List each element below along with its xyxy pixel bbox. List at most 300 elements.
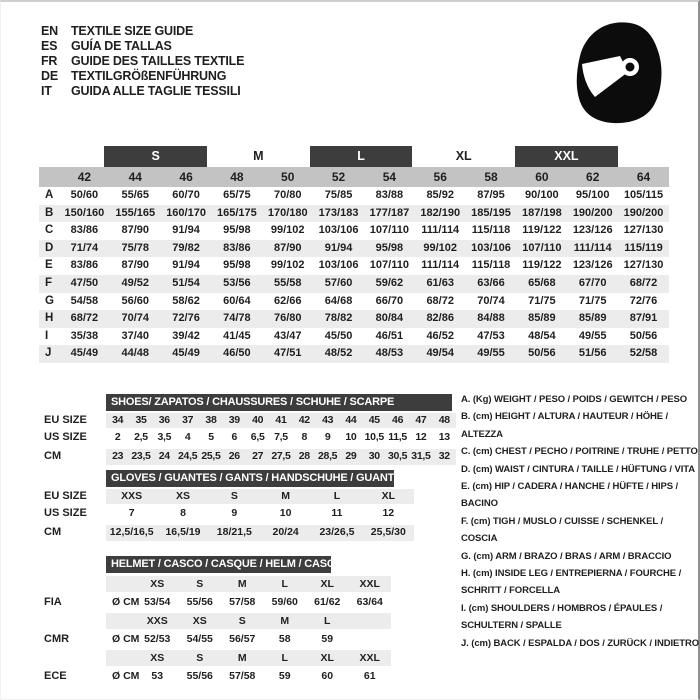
- size-value: 71/74: [70, 241, 99, 254]
- language-list: [41, 23, 244, 98]
- shoes-rows: [44, 413, 456, 465]
- shoes-value: 8: [301, 430, 308, 443]
- gloves-value: 12: [382, 506, 395, 519]
- size-value: 58/62: [172, 294, 200, 307]
- helmet-size-value: 54/55: [186, 633, 213, 645]
- size-value: 70/80: [273, 189, 302, 201]
- size-value: 35/38: [70, 329, 99, 342]
- size-value: 68/72: [70, 312, 99, 325]
- size-value: 111/114: [573, 241, 612, 254]
- shoes-value: 6: [231, 430, 238, 443]
- size-value-rows: [39, 187, 669, 363]
- shoes-value: 30,5: [387, 450, 408, 462]
- size-column-50: 50: [281, 170, 295, 184]
- legend-item-i: I. (cm) SHOULDERS / HOMBROS / ÉPAULES / SCHULTERN / SPALLE: [461, 602, 663, 632]
- size-value: 103/106: [318, 224, 359, 237]
- size-value: 65/68: [528, 276, 556, 289]
- size-value: 57/60: [324, 276, 353, 289]
- shoes-value: 44: [345, 413, 357, 426]
- gloves-value: 8: [180, 506, 186, 519]
- helmet-title-bar: HELMET / CASCO / CASQUE / HELM / CASCO: [106, 556, 331, 573]
- size-value: 67/70: [578, 276, 607, 289]
- legend-item-h: H. (cm) INSIDE LEG / ENTREPIERNA / FOURCHE / SCHRITT / FORCELLA: [461, 568, 682, 597]
- helmet-size-value: 58: [278, 633, 291, 645]
- shoes-value: 37: [182, 413, 194, 426]
- measurement-row-f: [39, 275, 669, 293]
- size-value: 76/80: [273, 312, 302, 325]
- size-value: 99/102: [270, 224, 305, 237]
- shoes-value: 7,5: [274, 430, 288, 443]
- shoes-value: 34: [112, 413, 124, 426]
- shoes-title-bar: SHOES/ ZAPATOS / CHAUSSURES / SCHUHE / SCARPE: [106, 394, 452, 411]
- shoes-value: 12: [415, 430, 427, 443]
- size-value: 185/195: [471, 206, 511, 219]
- size-value: 49/55: [477, 347, 505, 360]
- size-value: 103/106: [318, 259, 359, 272]
- size-value: 78/82: [324, 312, 353, 325]
- size-value: 87/95: [477, 189, 505, 201]
- helmet-size-label: S: [196, 577, 204, 590]
- measurement-row-j: [39, 345, 669, 363]
- size-value: 46/50: [223, 347, 251, 360]
- size-column-44: 44: [128, 170, 142, 184]
- size-value: 160/170: [166, 206, 206, 219]
- measurement-row-a: [39, 187, 669, 205]
- gloves-value: 16,5/19: [165, 526, 201, 538]
- row-letter: I: [45, 329, 49, 342]
- helmet-values-cmr: [44, 631, 391, 647]
- size-value: 111/114: [421, 224, 460, 237]
- shoes-label-eu-size: EU SIZE: [44, 413, 87, 426]
- size-value: 52/58: [629, 347, 658, 360]
- size-value: 123/126: [572, 259, 613, 272]
- size-value: 68/72: [629, 276, 658, 289]
- size-value: 165/175: [217, 206, 257, 219]
- language-code-en: EN: [41, 23, 58, 38]
- size-value: 99/102: [423, 241, 458, 254]
- size-value: 84/88: [477, 312, 505, 325]
- legend-item-g: G. (cm) ARM / BRAZO / BRAS / ARM / BRACCIO: [461, 550, 672, 562]
- shoes-value: 3,5: [157, 430, 172, 443]
- size-value: 85/89: [578, 312, 607, 325]
- language-row: [41, 68, 244, 83]
- size-column-56: 56: [433, 170, 447, 184]
- gloves-value: S: [230, 489, 238, 502]
- helmet-size-label: M: [237, 577, 247, 590]
- size-value: 182/190: [420, 206, 461, 219]
- size-value: 155/165: [115, 206, 156, 219]
- size-value: 90/100: [525, 189, 559, 201]
- diameter-unit: Ø CM: [112, 670, 140, 682]
- helmet-size-label: XL: [320, 651, 334, 664]
- shoes-value: 38: [205, 413, 217, 426]
- language-code-es: ES: [41, 38, 58, 53]
- shoes-value: 30: [368, 450, 380, 462]
- helmet-size-value: 59/60: [271, 596, 298, 608]
- gloves-label-eu-size: EU SIZE: [44, 489, 87, 502]
- size-value: 119/122: [522, 259, 562, 272]
- size-value: 62/66: [273, 294, 302, 307]
- language-title-fr: GUIDE DES TAILLES TEXTILE: [71, 53, 245, 68]
- shoes-value: 32: [438, 450, 450, 462]
- size-value: 95/98: [223, 224, 251, 237]
- shoes-section: [44, 394, 456, 465]
- size-column-64: 64: [636, 170, 651, 184]
- size-value: 91/94: [172, 224, 200, 237]
- size-value: 107/110: [369, 224, 409, 237]
- size-value: 177/187: [369, 206, 410, 219]
- shoes-value: 36: [158, 413, 170, 426]
- size-value: 45/50: [324, 329, 353, 342]
- gloves-value: XL: [381, 489, 396, 502]
- shoes-value: 41: [275, 413, 287, 426]
- size-column-54: 54: [382, 170, 397, 184]
- shoes-value: 31,5: [411, 450, 431, 462]
- shoes-label-us-size: US SIZE: [44, 430, 87, 443]
- shoes-value: 4: [184, 430, 191, 443]
- size-value: 95/100: [575, 189, 610, 201]
- shoes-value: 28,5: [317, 450, 338, 462]
- shoes-value: 39: [228, 413, 240, 426]
- row-letter: F: [45, 276, 53, 289]
- shoes-value: 10: [345, 430, 357, 443]
- shoes-value: 26: [228, 450, 240, 462]
- size-value: 127/130: [623, 224, 664, 237]
- size-value: 127/130: [623, 259, 664, 272]
- size-group-xxl: XXL: [515, 146, 618, 167]
- shoes-value: 2,5: [134, 430, 148, 443]
- size-value: 70/74: [477, 294, 505, 307]
- size-value: 39/42: [172, 329, 200, 342]
- helmet-size-label: XXL: [359, 651, 380, 664]
- size-value: 54/58: [70, 294, 99, 307]
- shoes-value: 5: [208, 430, 214, 443]
- size-value: 173/183: [318, 206, 359, 219]
- helmet-sizes-fia: [106, 576, 391, 592]
- gloves-value: XS: [175, 489, 190, 502]
- size-value: 87/91: [629, 312, 658, 325]
- size-value: 51/54: [172, 276, 200, 289]
- helmet-size-label: XL: [320, 577, 334, 590]
- shoes-value: 11,5: [388, 430, 407, 443]
- shoes-value: 13: [438, 430, 450, 443]
- measurement-row-g: [39, 293, 669, 311]
- language-row: [41, 83, 244, 98]
- size-value: 49/55: [578, 329, 607, 342]
- helmet-size-value: 55/56: [186, 670, 213, 682]
- size-value: 60/70: [172, 189, 200, 201]
- size-value: 107/110: [369, 259, 409, 272]
- shoes-value: 42: [298, 413, 310, 426]
- size-value: 50/60: [70, 189, 99, 201]
- helmet-standard-cmr: CMR: [44, 633, 70, 645]
- size-value: 82/86: [426, 312, 454, 325]
- helmet-values-ece: [44, 668, 391, 684]
- language-title-de: TEXTILGRÖßENFÜHRUNG: [71, 68, 227, 83]
- helmet-size-label: S: [238, 614, 246, 627]
- language-row: [41, 53, 244, 68]
- language-code-de: DE: [41, 68, 58, 83]
- language-title-es: GUÍA DE TALLAS: [71, 38, 172, 53]
- size-column-58: 58: [484, 170, 498, 184]
- row-letter: E: [45, 259, 53, 272]
- shoes-value: 23,5: [131, 450, 151, 462]
- legend-item-c: C. (cm) CHEST / PECHO / POITRINE / TRUHE / PETTO: [461, 446, 698, 458]
- size-value: 48/54: [528, 329, 556, 342]
- size-value: 41/45: [223, 329, 251, 342]
- gloves-label-us-size: US SIZE: [44, 506, 87, 519]
- size-value: 83/86: [223, 241, 251, 254]
- shoes-value: 45: [368, 413, 380, 426]
- size-value: 87/90: [121, 224, 149, 237]
- gloves-value: 10: [279, 506, 292, 519]
- gloves-value: 7: [128, 506, 135, 519]
- legend-item-d: D. (cm) WAIST / CINTURA / TAILLE / HÜFTUNG / VITA: [461, 463, 695, 475]
- size-value: 87/90: [121, 259, 149, 272]
- helmet-size-value: 60: [321, 670, 334, 682]
- size-value: 55/65: [121, 189, 149, 201]
- size-value: 49/54: [426, 347, 454, 360]
- header-spacer: [39, 146, 104, 167]
- helmet-rows: [44, 576, 391, 685]
- helmet-size-label: M: [280, 614, 290, 627]
- helmet-size-value: [349, 631, 392, 647]
- unit-spacer: [106, 650, 136, 666]
- size-value: 103/106: [471, 241, 511, 254]
- size-value: 190/200: [572, 206, 613, 219]
- gloves-value: 11: [331, 506, 343, 519]
- helmet-size-label: [349, 613, 392, 629]
- helmet-sizes-cmr: [106, 613, 391, 629]
- size-column-52: 52: [331, 170, 346, 184]
- language-code-it: IT: [41, 83, 52, 98]
- gloves-value: L: [333, 489, 341, 502]
- shoes-row-cm: [44, 449, 456, 465]
- row-letter: H: [45, 312, 54, 325]
- row-letter: C: [45, 224, 54, 237]
- shoes-value: 2: [114, 430, 121, 443]
- gloves-section: [44, 470, 414, 541]
- unit-spacer: [106, 613, 136, 629]
- size-value: 72/76: [629, 294, 658, 307]
- size-value: 66/70: [375, 294, 404, 307]
- measurement-row-i: [39, 328, 669, 346]
- gloves-value: 12,5/16,5: [109, 526, 154, 538]
- measurement-row-c: [39, 222, 669, 240]
- shoes-row-eu-size: [44, 413, 456, 429]
- shoes-value: 47: [415, 413, 427, 426]
- size-value: 83/86: [70, 224, 99, 237]
- size-value: 80/84: [375, 312, 404, 325]
- size-value: 111/114: [421, 259, 460, 272]
- size-value: 65/75: [223, 189, 251, 201]
- helmet-size-value: 59: [321, 633, 334, 645]
- shoes-value: 35: [135, 413, 147, 426]
- shoes-value: 43: [322, 413, 334, 426]
- size-value: 85/92: [426, 189, 454, 201]
- size-value: 63/66: [477, 276, 505, 289]
- language-title-en: TEXTILE SIZE GUIDE: [71, 23, 194, 38]
- helmet-section: [44, 556, 391, 684]
- row-letter: J: [45, 347, 52, 360]
- letter-column-spacer: [39, 167, 59, 187]
- size-value: 59/62: [375, 276, 404, 289]
- size-value: 53/56: [223, 276, 251, 289]
- main-size-table: [39, 146, 669, 363]
- helmet-size-value: 53/54: [144, 596, 171, 608]
- size-value: 115/118: [471, 259, 511, 272]
- row-letter: G: [45, 294, 54, 307]
- size-value: 50/56: [528, 347, 556, 360]
- measurement-row-b: [39, 205, 669, 223]
- shoes-value: 48: [438, 413, 450, 426]
- shoes-value: 24,5: [178, 450, 198, 462]
- helmet-size-value: 53: [151, 670, 164, 682]
- size-value: 61/63: [426, 276, 454, 289]
- shoes-value: 10,5: [364, 430, 384, 443]
- size-value: 60/64: [223, 294, 251, 307]
- size-value: 170/180: [267, 206, 308, 219]
- size-value: 187/198: [521, 206, 562, 219]
- shoes-value: 24: [158, 450, 170, 462]
- size-column-62: 62: [586, 170, 600, 184]
- size-value: 115/119: [624, 241, 663, 254]
- shoes-value: 28: [298, 450, 310, 462]
- size-group-m: M: [253, 149, 264, 163]
- size-column-60: 60: [535, 170, 549, 184]
- gloves-value: 9: [231, 506, 238, 519]
- shoes-label-cm: CM: [44, 450, 62, 462]
- racing-helmet-icon: [573, 20, 665, 131]
- gloves-value: 25,5/30: [370, 526, 406, 538]
- helmet-size-label: XS: [150, 651, 165, 664]
- size-number-row: [39, 167, 669, 187]
- size-value: 99/102: [270, 259, 305, 272]
- language-row: [41, 23, 244, 38]
- size-value: 71/75: [578, 294, 607, 307]
- helmet-size-value: 57/58: [229, 670, 256, 682]
- legend-item-j: J. (cm) BACK / ESPALDA / DOS / ZURÜCK / INDIETRO: [461, 637, 699, 649]
- size-value: 48/53: [375, 347, 404, 360]
- gloves-row-us-size: [44, 506, 414, 522]
- gloves-value: 23/26,5: [319, 526, 355, 538]
- size-group-s: S: [104, 146, 207, 167]
- size-group-l: L: [310, 146, 413, 167]
- size-value: 91/94: [172, 259, 200, 272]
- gloves-title-bar: GLOVES / GUANTES / GANTS / HANDSCHUHE / GUANTI: [106, 470, 394, 487]
- size-value: 72/76: [172, 312, 200, 325]
- gloves-label-cm: CM: [44, 526, 62, 538]
- helmet-size-value: 55/56: [186, 596, 213, 608]
- helmet-standard-ece: ECE: [44, 670, 67, 682]
- helmet-size-label: XS: [150, 577, 165, 590]
- size-value: 123/126: [572, 224, 613, 237]
- row-letter: D: [45, 241, 54, 254]
- size-value: 68/72: [426, 294, 454, 307]
- measurement-row-d: [39, 240, 669, 258]
- diameter-unit: Ø CM: [112, 633, 140, 645]
- helmet-size-label: M: [237, 651, 247, 664]
- helmet-sizes-ece: [106, 650, 391, 666]
- gloves-rows: [44, 489, 414, 541]
- diameter-unit: Ø CM: [112, 596, 140, 608]
- helmet-size-label: L: [281, 651, 288, 664]
- size-value: 46/51: [375, 329, 404, 342]
- helmet-size-value: 59: [278, 670, 291, 682]
- shoes-value: 27: [252, 450, 264, 462]
- gloves-value: 20/24: [272, 526, 299, 538]
- helmet-size-label: L: [324, 614, 331, 627]
- size-value: 45/49: [172, 347, 200, 360]
- size-value: 85/89: [528, 312, 556, 325]
- unit-spacer: [106, 576, 136, 592]
- size-value: 51/56: [578, 347, 607, 360]
- size-value: 83/88: [375, 189, 404, 201]
- shoes-value: 23: [112, 450, 124, 462]
- size-value: 75/85: [324, 189, 353, 201]
- size-group-xl: XL: [455, 149, 472, 163]
- helmet-size-value: 61: [363, 670, 376, 682]
- gloves-value: M: [281, 489, 291, 502]
- size-value: 95/98: [375, 241, 404, 254]
- size-value: 83/86: [70, 259, 99, 272]
- helmet-size-value: 63/64: [356, 596, 383, 608]
- helmet-size-value: 57/58: [229, 596, 256, 608]
- measurement-row-h: [39, 310, 669, 328]
- shoes-value: 6,5: [250, 430, 265, 443]
- helmet-size-value: 52/53: [144, 633, 171, 645]
- gloves-value: 18/21,5: [216, 526, 252, 538]
- size-value: 91/94: [324, 241, 353, 254]
- measurement-legend: [461, 391, 700, 652]
- shoes-value: 9: [324, 430, 331, 443]
- size-column-46: 46: [179, 170, 193, 184]
- size-value: 43/47: [273, 329, 302, 342]
- row-letter: A: [45, 189, 54, 201]
- legend-item-b: B. (cm) HEIGHT / ALTURA / HAUTEUR / HÖHE / ALTEZZA: [461, 411, 669, 440]
- helmet-size-label: XXS: [146, 614, 168, 627]
- legend-item-a: A. (Kg) WEIGHT / PESO / POIDS / GEWITCH / PESO: [461, 394, 688, 405]
- size-value: 119/122: [522, 224, 562, 237]
- language-code-fr: FR: [41, 53, 58, 68]
- size-value: 56/60: [121, 294, 149, 307]
- helmet-size-value: 56/57: [229, 633, 256, 645]
- size-column-42: 42: [77, 170, 92, 184]
- size-column-48: 48: [230, 170, 244, 184]
- size-value: 45/49: [70, 347, 99, 360]
- size-value: 37/40: [121, 329, 149, 342]
- size-value: 49/52: [121, 276, 149, 289]
- size-value: 75/78: [121, 241, 149, 254]
- legend-item-e: E. (cm) HIP / CADERA / HANCHE / HÜFTE / HIPS / BACINO: [461, 481, 679, 510]
- measurement-row-e: [39, 257, 669, 275]
- shoes-value: 40: [252, 413, 264, 426]
- size-value: 79/82: [172, 241, 200, 254]
- helmet-values-fia: [44, 594, 391, 610]
- size-value: 105/115: [623, 189, 664, 201]
- language-title-it: GUIDA ALLE TAGLIE TESSILI: [71, 83, 241, 98]
- helmet-size-value: 61/62: [314, 596, 341, 608]
- size-value: 107/110: [522, 241, 562, 254]
- size-value: 95/98: [223, 259, 251, 272]
- shoes-value: 25,5: [201, 450, 221, 462]
- size-value: 64/68: [324, 294, 353, 307]
- size-value: 46/52: [426, 329, 454, 342]
- row-letter: B: [45, 206, 54, 219]
- size-value: 55/58: [273, 276, 302, 289]
- gloves-row-cm: [44, 525, 414, 541]
- shoes-value: 27,5: [271, 450, 291, 462]
